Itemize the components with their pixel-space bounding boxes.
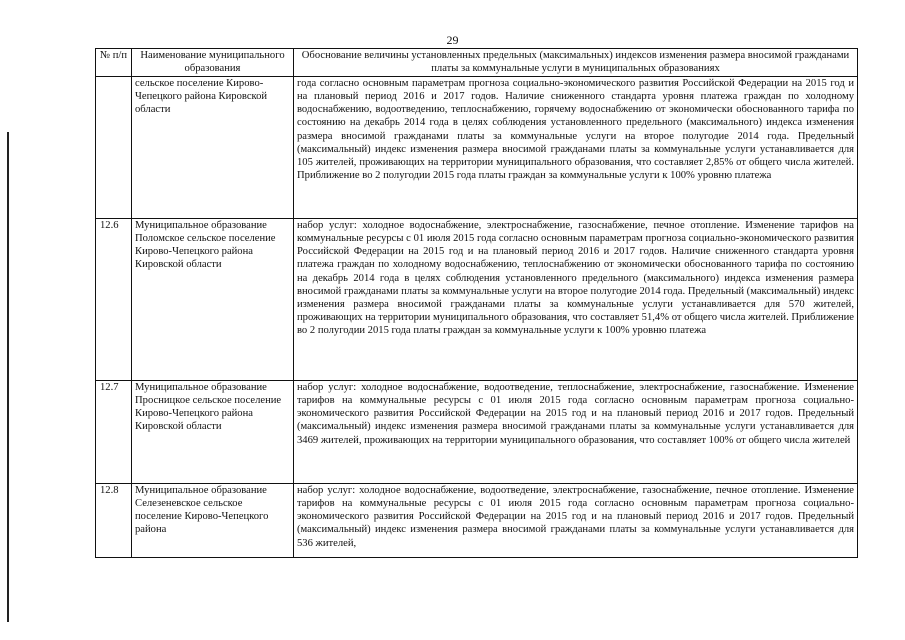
row-number — [96, 76, 132, 218]
row-number: 12.6 — [96, 218, 132, 380]
header-municipality-name: Наименование муниципального образования — [132, 49, 294, 77]
row-number: 12.8 — [96, 483, 132, 557]
row-justification-text: набор услуг: холодное водоснабжение, водоотведение, теплоснабжение, электроснабжение, газоснабжение. Изменение тарифов на коммунальные ресурсы с 01 июля 2015 года согласно основным параметрам прогноза социально-экономического развития Российской Федерации на 2015 год и на плановый период 2016 и 2017 годов. Предельный (максимальный) индекс изменения размера вносимой гражданами платы за коммунальные услуги устанавливается для 3469 жителей, проживающих на территории муниципального образования, что составляет 100% от общего числа жителей — [294, 380, 858, 483]
row-number: 12.7 — [96, 380, 132, 483]
row-municipality-name: сельское поселение Кирово-Чепецкого района Кировской области — [132, 76, 294, 218]
row-municipality-name: Муниципальное образование Поломское сельское поселение Кирово-Чепецкого района Кировской области — [132, 218, 294, 380]
table-row — [96, 76, 858, 218]
row-justification-text: набор услуг: холодное водоснабжение, водоотведение, электроснабжение, газоснабжение, печное отопление. Изменение тарифов на коммунальные ресурсы с 01 июля 2015 года согласно основным параметрам прогноза социально-экономического развития Российской Федерации на 2015 год и на плановый период 2016 и 2017 годов. Предельный (максимальный) индекс изменения размера вносимой гражданами платы за коммунальные услуги устанавливается для 536 жителей, — [294, 483, 858, 557]
table-row — [96, 483, 858, 557]
row-justification-text: набор услуг: холодное водоснабжение, электроснабжение, газоснабжение, печное отопление. Изменение тарифов на коммунальные ресурсы с 01 июля 2015 года согласно основным параметрам прогноза социально-экономического развития Российской Федерации на 2015 год и на плановый период 2016 и 2017 годов. Наличие сниженного стандарта уровня платежа граждан по холодному водоснабжению, теплоснабжению от экономически обоснованного тарифа по состоянию на декабрь 2014 года в целях соблюдения установленного предельного (максимального) индекса изменения размера вносимой гражданами платы за коммунальные услуги на второе полугодие 2014 года. Предельный (максимальный) индекс изменения размера вносимой гражданами платы за коммунальные услуги устанавливается для 570 жителей, проживающих на территории муниципального образования, что составляет 51,4% от общего числа жителей. Приближение во 2 полугодии 2015 года платы граждан за коммунальные услуги к 100% уровню платежа — [294, 218, 858, 380]
row-municipality-name: Муниципальное образование Просницкое сельское поселение Кирово-Чепецкого района Кировской области — [132, 380, 294, 483]
header-number: № п/п — [96, 49, 132, 77]
scan-edge-line — [7, 132, 9, 622]
table-row — [96, 380, 858, 483]
row-municipality-name: Муниципальное образование Селезеневское сельское поселение Кирово-Чепецкого района — [132, 483, 294, 557]
row-justification-text: года согласно основным параметрам прогноза социально-экономического развития Российской Федерации на 2015 год и на плановый период 2016 и 2017 годов. Наличие сниженного стандарта уровня платежа граждан по холодному водоснабжению, водоотведению, теплоснабжению, горячему водоснабжению от экономически обоснованного тарифа по состоянию на декабрь 2014 года в целях соблюдения установленного предельного (максимального) индекса изменения размера вносимой гражданами платы за коммунальные услуги на второе полугодие 2014 года. Предельный (максимальный) индекс изменения размера вносимой гражданами платы за коммунальные услуги устанавливается для 105 жителей, проживающих на территории муниципального образования, что составляет 2,85% от общего числа жителей. Приближение во 2 полугодии 2015 года платы граждан за коммунальные услуги к 100% уровню платежа — [294, 76, 858, 218]
municipal-index-table — [95, 48, 858, 558]
table-row — [96, 218, 858, 380]
table-header-row — [96, 49, 858, 77]
header-justification: Обоснование величины установленных предельных (максимальных) индексов изменения размера вносимой гражданами платы за коммунальные услуги в муниципальных образованиях — [294, 49, 858, 77]
page-number: 29 — [446, 33, 459, 47]
